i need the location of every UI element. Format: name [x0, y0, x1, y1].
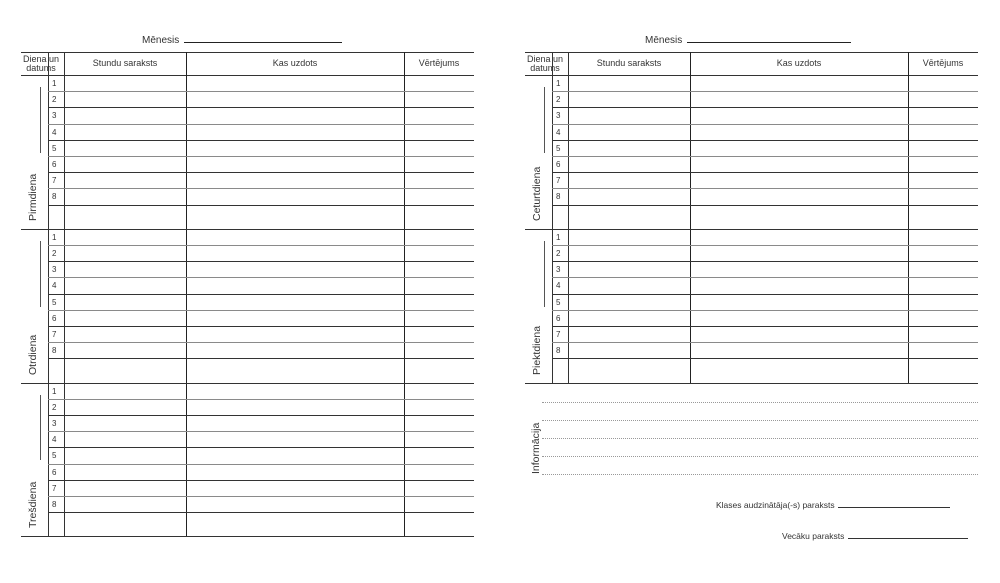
- lesson-number: 5: [52, 451, 57, 461]
- lesson-number: 6: [52, 160, 57, 169]
- homework-column-divider: [908, 52, 909, 383]
- month-label: Mēnesis: [142, 35, 180, 46]
- lesson-row-line: [552, 205, 978, 206]
- info-line[interactable]: [542, 402, 978, 403]
- date-input-line[interactable]: [544, 241, 545, 307]
- date-input-line[interactable]: [40, 87, 41, 153]
- lesson-row-line: [48, 140, 474, 141]
- header-homework: Kas uzdots: [776, 58, 822, 68]
- lesson-row-line: [48, 277, 474, 278]
- lesson-row-line: [552, 294, 978, 295]
- month-label: Mēnesis: [645, 35, 683, 46]
- info-line[interactable]: [542, 474, 978, 475]
- parents-signature-field: [782, 531, 968, 541]
- lesson-number: 5: [556, 297, 561, 307]
- date-input-line[interactable]: [40, 241, 41, 307]
- lesson-row-line: [552, 310, 978, 311]
- lesson-number: 4: [556, 281, 561, 291]
- lesson-row-line: [48, 310, 474, 311]
- lesson-row-line: [552, 172, 978, 173]
- lesson-number: 2: [52, 249, 57, 258]
- lesson-row-line: [48, 512, 474, 513]
- month-field: [142, 33, 342, 46]
- lesson-row-line: [552, 261, 978, 262]
- parents-signature-label: Vecāku paraksts: [782, 531, 845, 541]
- day-block-border: [21, 383, 474, 384]
- day-name: Trešdiena: [27, 482, 39, 529]
- lesson-number: 6: [556, 160, 561, 169]
- header-schedule: Stundu saraksts: [596, 58, 662, 68]
- lesson-row-line: [48, 480, 474, 481]
- header-grade: Vērtējums: [922, 58, 964, 68]
- parents-signature-line[interactable]: [848, 531, 968, 539]
- lesson-number: 3: [52, 111, 57, 121]
- teacher-signature-label: Klases audzinātāja(-s) paraksts: [716, 500, 835, 510]
- lesson-number: 6: [52, 467, 57, 477]
- lesson-row-line: [48, 399, 474, 400]
- lesson-number: 8: [556, 346, 561, 356]
- lesson-row-line: [48, 124, 474, 125]
- lesson-row-line: [552, 91, 978, 92]
- lesson-number: 4: [556, 127, 561, 137]
- day-name: Piektdiena: [531, 325, 543, 375]
- lesson-row-line: [552, 156, 978, 157]
- lesson-row-line: [48, 261, 474, 262]
- lesson-number: 8: [52, 346, 57, 356]
- lesson-number: 4: [52, 435, 57, 445]
- header-bottom-border: [21, 75, 474, 76]
- lesson-row-line: [552, 358, 978, 359]
- day-name: Pirmdiena: [27, 173, 39, 221]
- lesson-row-line: [48, 431, 474, 432]
- lesson-number: 1: [556, 232, 561, 242]
- date-input-line[interactable]: [544, 87, 545, 153]
- lesson-row-line: [48, 342, 474, 343]
- day-name: Otrdiena: [27, 334, 39, 375]
- lesson-number: 7: [52, 330, 57, 339]
- lesson-number: 4: [52, 281, 57, 291]
- lesson-row-line: [48, 447, 474, 448]
- lesson-row-line: [48, 107, 474, 108]
- lesson-number: 6: [52, 313, 57, 323]
- lesson-number: 2: [556, 95, 561, 105]
- date-input-line[interactable]: [40, 395, 41, 461]
- lesson-number: 2: [52, 402, 57, 412]
- schedule-column-divider: [690, 52, 691, 383]
- teacher-signature-line[interactable]: [838, 500, 950, 508]
- teacher-signature-field: [716, 500, 950, 510]
- header-day-date: Diena un datums: [526, 54, 564, 73]
- lesson-number: 2: [52, 95, 57, 105]
- info-line[interactable]: [542, 456, 978, 457]
- table-top-border: [525, 52, 978, 53]
- lesson-number: 3: [52, 419, 57, 428]
- info-line[interactable]: [542, 438, 978, 439]
- lesson-row-line: [48, 326, 474, 327]
- day-block-border: [525, 383, 978, 384]
- lesson-number: 8: [52, 192, 57, 202]
- lesson-row-line: [48, 188, 474, 189]
- lesson-row-line: [48, 294, 474, 295]
- table-top-border: [21, 52, 474, 53]
- lesson-number: 1: [556, 79, 561, 88]
- day-block-border: [21, 536, 474, 537]
- lesson-number: 6: [556, 313, 561, 323]
- lesson-number: 7: [556, 330, 561, 339]
- lesson-row-line: [552, 277, 978, 278]
- lesson-number: 5: [52, 143, 57, 153]
- lesson-number: 1: [52, 232, 57, 242]
- day-block-border: [525, 229, 978, 230]
- lesson-row-line: [48, 415, 474, 416]
- lesson-number: 5: [52, 297, 57, 307]
- lesson-row-line: [552, 245, 978, 246]
- lesson-number: 8: [52, 500, 57, 509]
- diary-grid-left: [21, 52, 474, 540]
- lesson-row-line: [48, 205, 474, 206]
- diary-grid-right: [525, 52, 978, 384]
- lesson-row-line: [552, 140, 978, 141]
- lesson-row-line: [48, 358, 474, 359]
- header-schedule: Stundu saraksts: [92, 58, 158, 68]
- info-label: Informācija: [530, 422, 542, 474]
- header-bottom-border: [525, 75, 978, 76]
- number-column-divider: [568, 52, 569, 383]
- right-page: [500, 0, 1000, 583]
- lesson-number: 5: [556, 143, 561, 153]
- lesson-number: 3: [52, 265, 57, 275]
- lesson-number: 7: [556, 176, 561, 186]
- day-name: Ceturtdiena: [531, 166, 543, 221]
- lesson-number: 1: [52, 79, 57, 88]
- lesson-row-line: [552, 188, 978, 189]
- lesson-row-line: [48, 172, 474, 173]
- header-day-date: Diena un datums: [22, 54, 60, 73]
- lesson-number: 1: [52, 386, 57, 396]
- lesson-number: 3: [556, 265, 561, 275]
- lesson-number: 2: [556, 249, 561, 258]
- day-block-border: [21, 229, 474, 230]
- month-field: [645, 33, 851, 46]
- lesson-row-line: [48, 156, 474, 157]
- lesson-row-line: [48, 91, 474, 92]
- month-input-line[interactable]: [184, 33, 342, 43]
- lesson-number: 4: [52, 127, 57, 137]
- lesson-row-line: [552, 124, 978, 125]
- day-column-divider: [552, 52, 553, 383]
- month-input-line[interactable]: [687, 33, 851, 43]
- lesson-row-line: [552, 107, 978, 108]
- lesson-row-line: [48, 245, 474, 246]
- lesson-number: 8: [556, 192, 561, 202]
- lesson-row-line: [552, 342, 978, 343]
- lesson-number: 3: [556, 111, 561, 121]
- lesson-row-line: [552, 326, 978, 327]
- lesson-number: 7: [52, 483, 57, 493]
- info-line[interactable]: [542, 420, 978, 421]
- header-grade: Vērtējums: [418, 58, 460, 68]
- lesson-row-line: [48, 464, 474, 465]
- header-homework: Kas uzdots: [272, 58, 318, 68]
- lesson-row-line: [48, 496, 474, 497]
- lesson-number: 7: [52, 176, 57, 186]
